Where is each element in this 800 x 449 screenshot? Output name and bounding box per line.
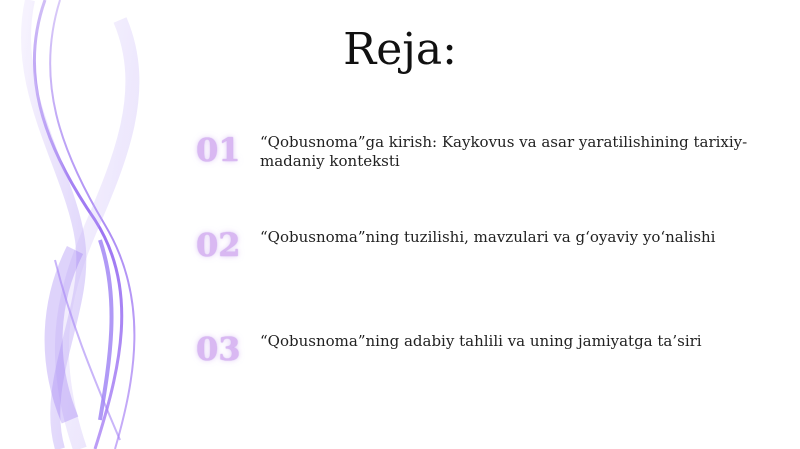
agenda-item-2 [196, 225, 776, 285]
agenda-text: “Qobusnoma”ga kirish: Kaykovus va asar yaratilishining tarixiy-madaniy konteksti [260, 133, 748, 170]
agenda-number: 02 [196, 226, 241, 264]
slide-title: Reja: [343, 24, 457, 75]
agenda-number: 01 [196, 131, 241, 169]
agenda-item-3 [196, 329, 776, 389]
agenda-text: “Qobusnoma”ning adabiy tahlili va uning jamiyatga ta’siri [260, 332, 702, 350]
agenda-item-1 [196, 130, 776, 190]
agenda-number: 03 [196, 330, 241, 368]
smoke-ribbon-decoration [0, 0, 200, 449]
agenda-text: “Qobusnoma”ning tuzilishi, mavzulari va g‘oyaviy yo‘nalishi [260, 228, 716, 246]
